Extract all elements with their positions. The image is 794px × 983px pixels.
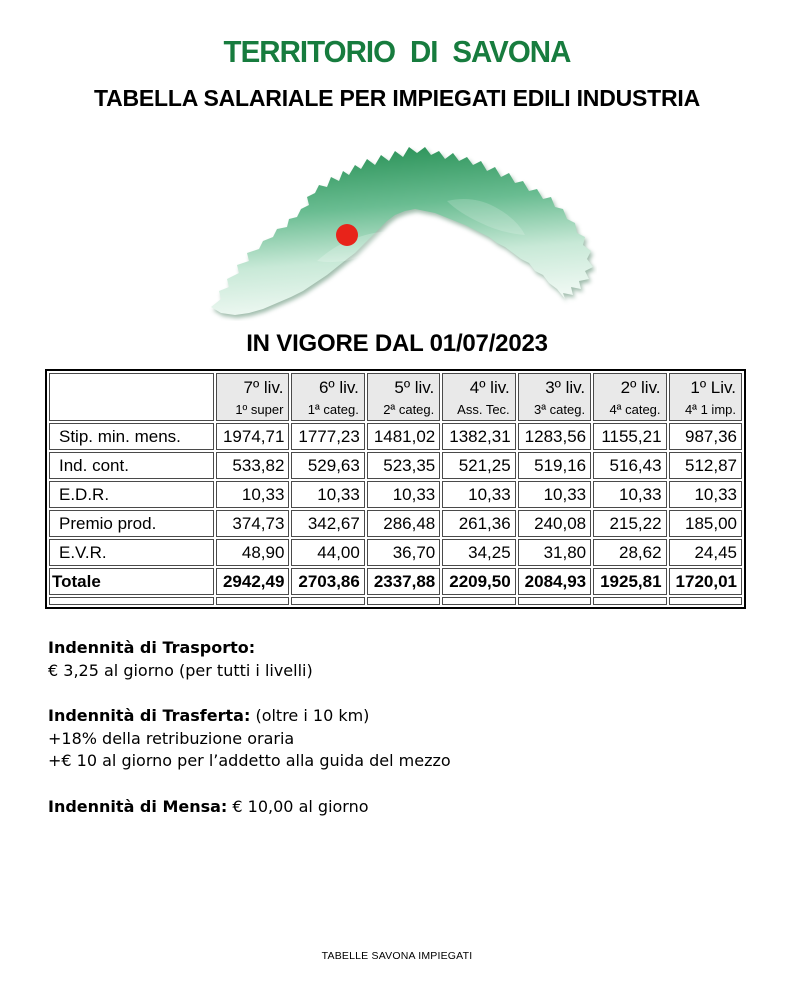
value-cell: 34,25	[442, 539, 515, 566]
spacer-cell	[216, 597, 289, 605]
row-label: Ind. cont.	[49, 452, 214, 479]
spacer-cell	[291, 597, 364, 605]
value-cell: 2337,88	[367, 568, 440, 595]
row-label: E.V.R.	[49, 539, 214, 566]
value-cell: 374,73	[216, 510, 289, 537]
allowances-section	[48, 637, 728, 841]
region-map-graphic	[197, 141, 597, 321]
allowance-title-suffix: (oltre i 10 km)	[250, 706, 370, 725]
column-header-level-5: 5º liv. 2ª categ.	[367, 373, 440, 421]
value-cell: 2703,86	[291, 568, 364, 595]
effective-date-heading: IN VIGORE DAL 01/07/2023	[246, 330, 548, 357]
value-cell: 533,82	[216, 452, 289, 479]
value-cell: 1974,71	[216, 423, 289, 450]
value-cell: 1925,81	[593, 568, 666, 595]
value-cell: 44,00	[291, 539, 364, 566]
allowance-title: Indennità di Mensa:	[48, 796, 228, 816]
allowance-title: Indennità di Trasporto:	[48, 638, 256, 657]
spacer-cell	[518, 597, 591, 605]
column-header-level-7: 7º liv. 1º super	[216, 373, 289, 421]
value-cell: 28,62	[593, 539, 666, 566]
value-cell: 10,33	[291, 481, 364, 508]
row-label: Stip. min. mens.	[49, 423, 214, 450]
value-cell: 521,25	[442, 452, 515, 479]
value-cell: 10,33	[518, 481, 591, 508]
value-cell: 2084,93	[518, 568, 591, 595]
allowance-heading-line	[48, 637, 728, 660]
table-corner-cell	[49, 373, 214, 421]
column-header-level-3: 3º liv. 3ª categ.	[518, 373, 591, 421]
value-cell: 987,36	[669, 423, 742, 450]
allowance-block	[48, 705, 728, 773]
spacer-cell	[367, 597, 440, 605]
table-row	[49, 423, 742, 450]
value-cell: 286,48	[367, 510, 440, 537]
value-cell: 185,00	[669, 510, 742, 537]
value-cell: 10,33	[593, 481, 666, 508]
allowance-detail-line: € 3,25 al giorno (per tutti i livelli)	[48, 660, 313, 680]
spacer-cell	[442, 597, 515, 605]
row-label: Premio prod.	[49, 510, 214, 537]
row-label: Totale	[49, 568, 214, 595]
spacer-cell	[593, 597, 666, 605]
value-cell: 512,87	[669, 452, 742, 479]
column-header-level-6: 6º liv. 1ª categ.	[291, 373, 364, 421]
value-cell: 240,08	[518, 510, 591, 537]
page-footer: TABELLE SAVONA IMPIEGATI	[321, 950, 473, 962]
value-cell: 1382,31	[442, 423, 515, 450]
value-cell: 10,33	[216, 481, 289, 508]
value-cell: 516,43	[593, 452, 666, 479]
page-subtitle: TABELLA SALARIALE PER IMPIEGATI EDILI INDUSTRIA	[93, 85, 701, 111]
spacer-cell	[49, 597, 214, 605]
value-cell: 529,63	[291, 452, 364, 479]
table-spacer-row	[49, 597, 742, 605]
allowance-detail-line: +€ 10 al giorno per l’addetto alla guida del mezzo	[48, 751, 451, 770]
value-cell: 1283,56	[518, 423, 591, 450]
salary-table-body	[49, 423, 742, 605]
allowance-block	[48, 637, 728, 682]
spacer-cell	[669, 597, 742, 605]
value-cell: 10,33	[367, 481, 440, 508]
region-outline	[211, 147, 593, 315]
liguria-region-map	[197, 141, 597, 321]
table-row	[49, 510, 742, 537]
table-row	[49, 452, 742, 479]
value-cell: 31,80	[518, 539, 591, 566]
value-cell: 24,45	[669, 539, 742, 566]
page-title: TERRITORIO DI SAVONA	[223, 34, 571, 69]
value-cell: 1481,02	[367, 423, 440, 450]
value-cell: 10,33	[442, 481, 515, 508]
salary-table-head	[49, 373, 742, 421]
value-cell: 2209,50	[442, 568, 515, 595]
value-cell: 36,70	[367, 539, 440, 566]
value-cell: 10,33	[669, 481, 742, 508]
allowance-block	[48, 796, 728, 819]
column-header-level-2: 2º liv. 4ª categ.	[593, 373, 666, 421]
value-cell: 2942,49	[216, 568, 289, 595]
value-cell: 1720,01	[669, 568, 742, 595]
value-cell: 215,22	[593, 510, 666, 537]
allowance-heading-line	[48, 796, 728, 819]
savona-marker-dot	[336, 224, 358, 246]
table-row	[49, 481, 742, 508]
value-cell: 1777,23	[291, 423, 364, 450]
row-label: E.D.R.	[49, 481, 214, 508]
allowance-title: Indennità di Trasferta:	[48, 706, 251, 725]
value-cell: 1155,21	[593, 423, 666, 450]
column-header-level-4: 4º liv. Ass. Tec.	[442, 373, 515, 421]
value-cell: 342,67	[291, 510, 364, 537]
allowance-detail-line: +18% della retribuzione oraria	[48, 728, 295, 748]
table-row	[49, 568, 742, 595]
value-cell: 523,35	[367, 452, 440, 479]
allowance-heading-line	[48, 705, 728, 728]
table-row	[49, 539, 742, 566]
value-cell: 48,90	[216, 539, 289, 566]
value-cell: 261,36	[442, 510, 515, 537]
salary-table	[45, 369, 746, 609]
allowance-title-suffix: € 10,00 al giorno	[227, 796, 369, 816]
value-cell: 519,16	[518, 452, 591, 479]
column-header-level-1: 1º Liv. 4ª 1 imp.	[669, 373, 742, 421]
